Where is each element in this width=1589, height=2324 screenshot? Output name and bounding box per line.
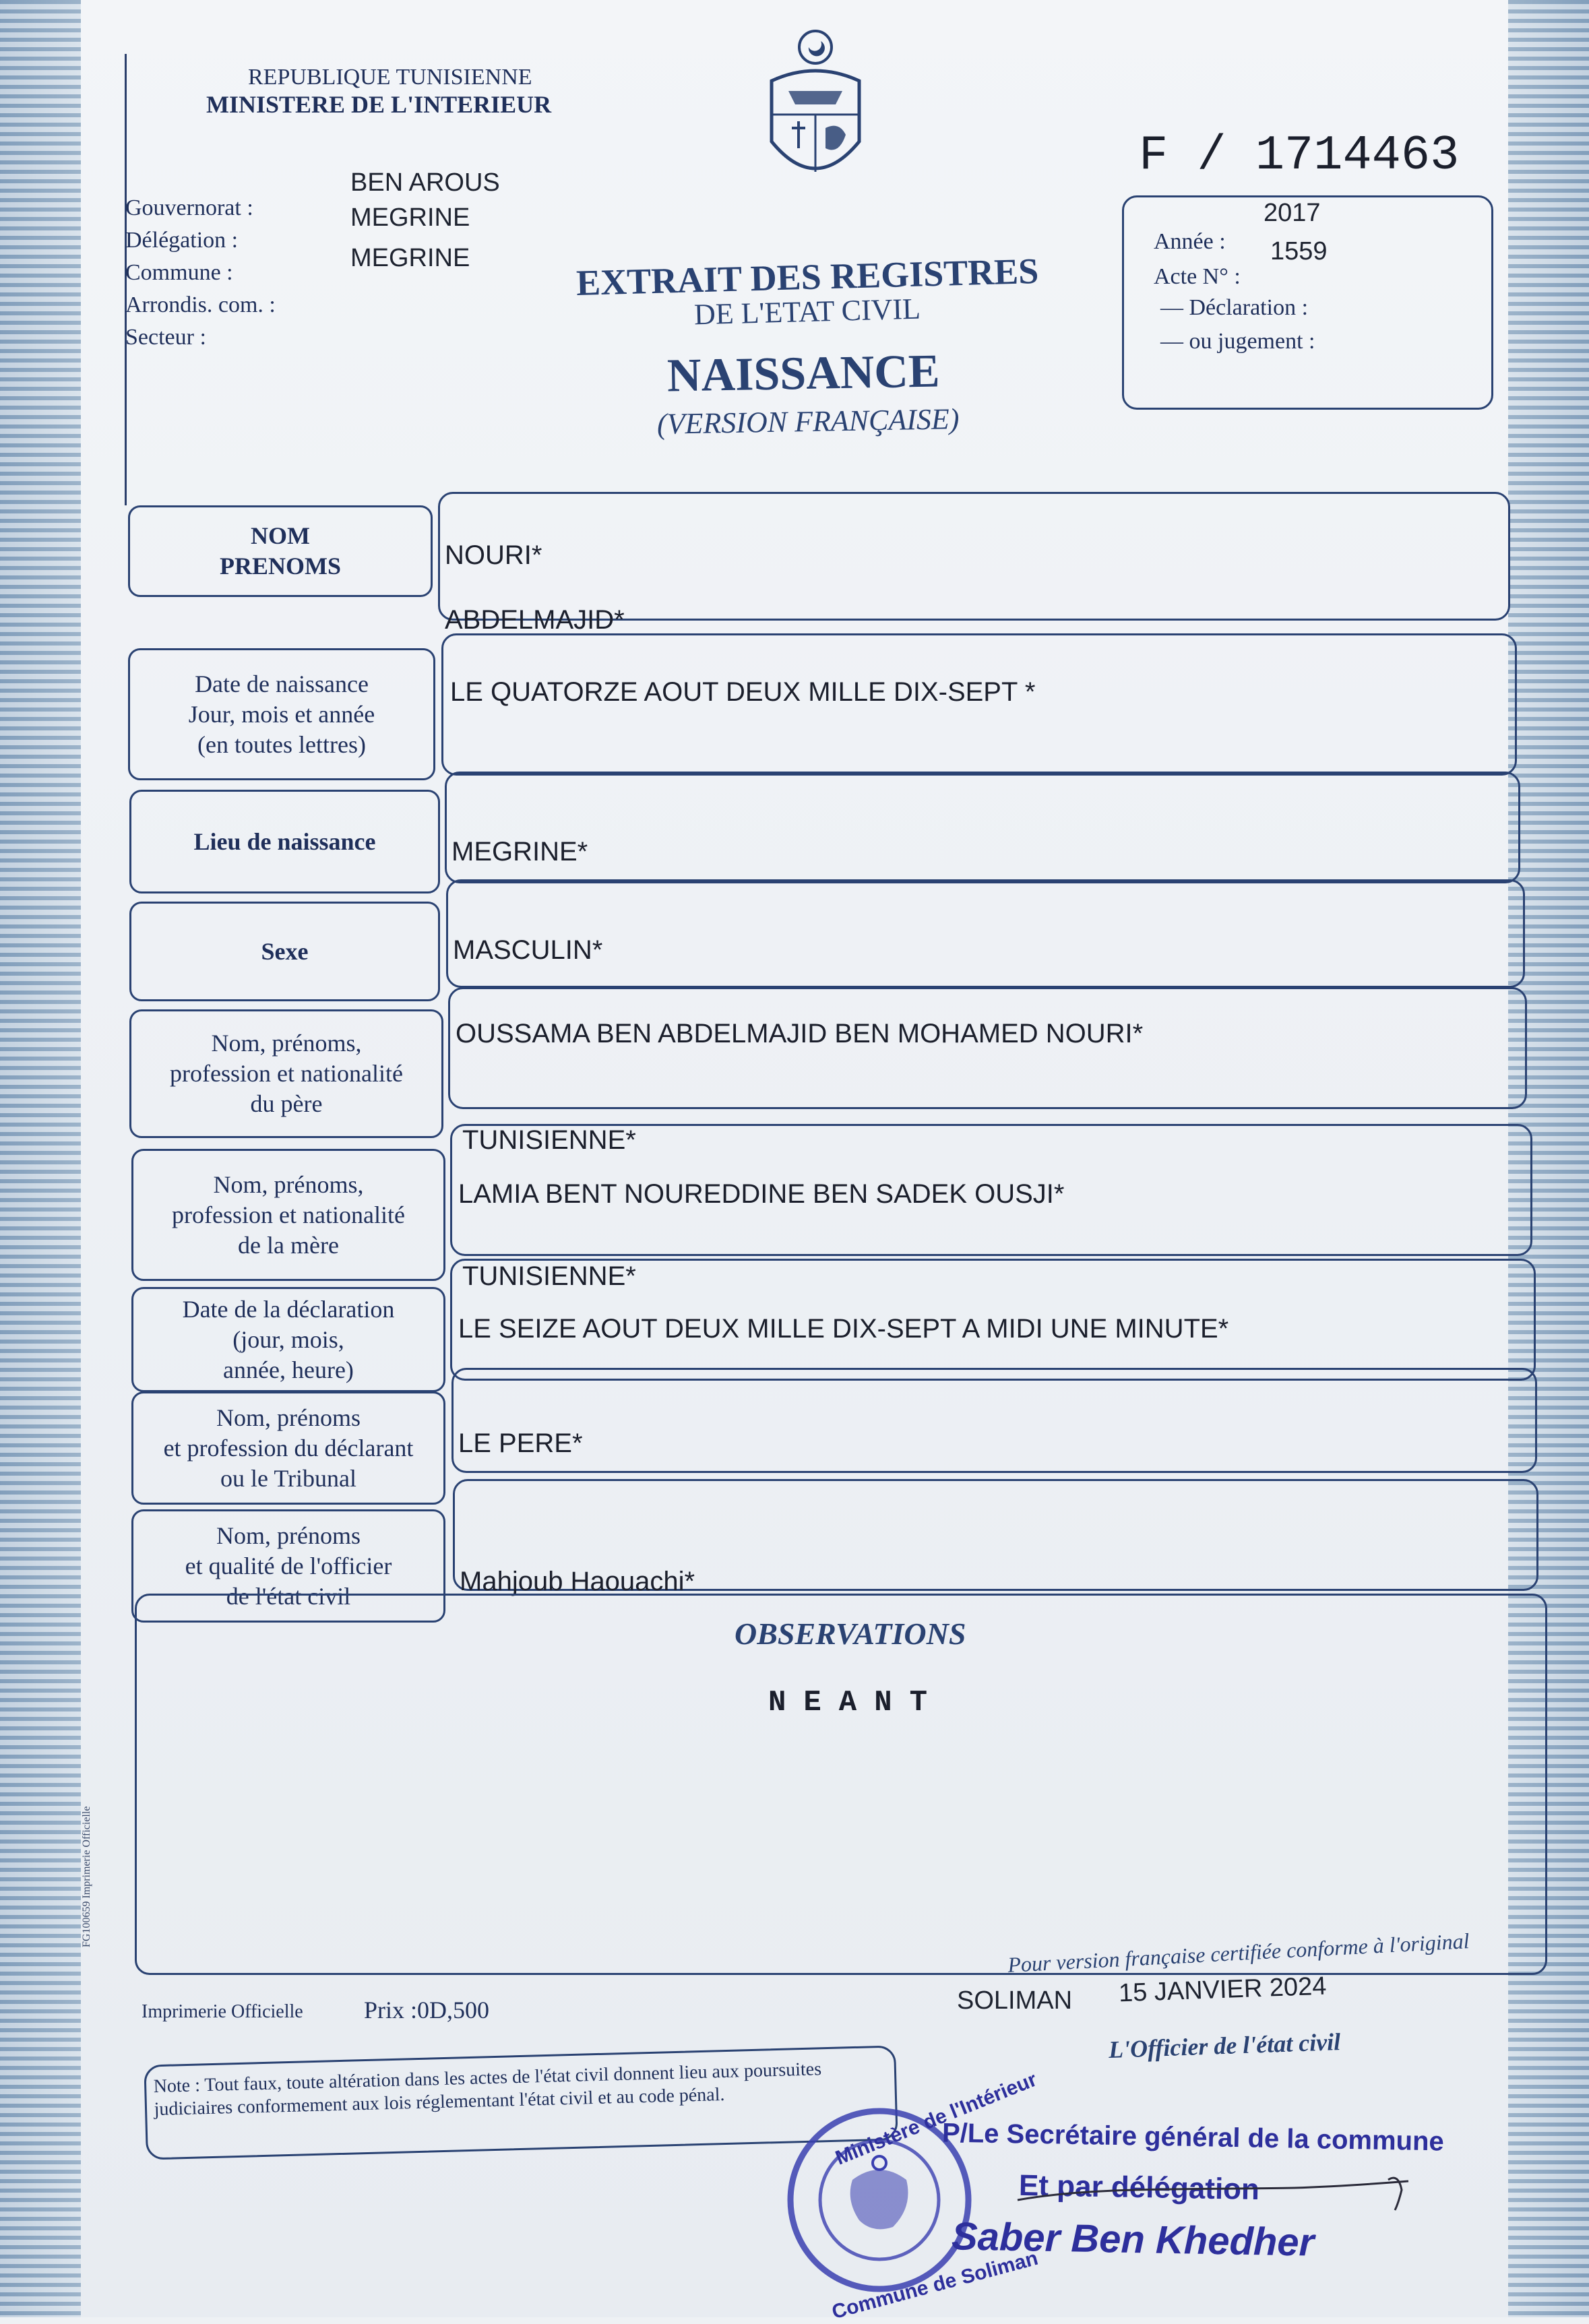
row-label-date-declaration: Date de la déclaration (jour, mois, année, heure)	[131, 1287, 445, 1392]
mere-nationalite: TUNISIENNE*	[462, 1261, 636, 1291]
seal-ring-bottom: Commune de Soliman	[829, 2247, 1040, 2324]
pere-nationalite: TUNISIENNE*	[462, 1125, 636, 1155]
printer-name: Imprimerie Officielle	[142, 2001, 303, 2022]
commune-value: MEGRINE	[350, 244, 470, 272]
row-label-nom-prenoms: NOM PRENOMS	[128, 505, 433, 597]
delegation-line: Et par délégation	[1018, 2168, 1260, 2207]
observations-value: NEANT	[768, 1686, 945, 1720]
certificate-type: NAISSANCE	[666, 345, 941, 402]
declarant-value: LE PERE*	[458, 1428, 583, 1458]
observations-title: OBSERVATIONS	[735, 1616, 966, 1651]
seal-ring-top: Ministère de l'Intérieur	[832, 2068, 1040, 2170]
lieu-naissance-value: MEGRINE*	[451, 837, 588, 867]
row-label-sexe: Sexe	[129, 902, 440, 1001]
document-title: EXTRAIT DES REGISTRES	[575, 251, 1039, 303]
issue-date: 15 JANVIER 2024	[1118, 1972, 1328, 2008]
ministry-name: MINISTERE DE L'INTERIEUR	[206, 91, 552, 118]
officer-title: L'Officier de l'état civil	[1108, 2028, 1341, 2063]
serial-number: F / 1714463	[1139, 128, 1460, 183]
sexe-value: MASCULIN*	[453, 935, 603, 965]
signatory-title: P/Le Secrétaire général de la commune	[941, 2118, 1445, 2157]
handwritten-signature	[1011, 2160, 1415, 2227]
pere-value: OUSSAMA BEN ABDELMAJID BEN MOHAMED NOURI*	[456, 1019, 1144, 1048]
certified-copy-note: Pour version française certifiée conforme à l'original	[1007, 1928, 1470, 1977]
annee-value: 2017	[1264, 199, 1321, 227]
row-label-mere: Nom, prénoms, profession et nationalité de la mère	[131, 1149, 445, 1281]
gouvernorat-label: Gouvernorat :	[125, 195, 253, 220]
prenom-value: ABDELMAJID*	[445, 605, 625, 635]
row-box-declarant	[451, 1368, 1537, 1473]
mere-value: LAMIA BENT NOUREDDINE BEN SADEK OUSJI*	[458, 1179, 1065, 1209]
form-code: FG100659 Imprimerie Officielle	[81, 1806, 92, 1947]
row-box-lieu-naissance	[445, 772, 1520, 883]
annee-label: Année :	[1154, 229, 1226, 254]
row-box-sexe	[446, 879, 1525, 988]
row-label-pere: Nom, prénoms, profession et nationalité du père	[129, 1009, 443, 1138]
date-naissance-value: LE QUATORZE AOUT DEUX MILLE DIX-SEPT *	[450, 677, 1036, 707]
row-label-lieu-naissance: Lieu de naissance	[129, 790, 440, 893]
declaration-label: — Déclaration :	[1160, 295, 1309, 320]
row-box-nom-prenoms	[438, 492, 1510, 621]
acte-number-label: Acte N° :	[1154, 264, 1241, 289]
coat-of-arms-emblem	[751, 27, 879, 189]
jugement-label: — ou jugement :	[1160, 329, 1315, 354]
delegation-value: MEGRINE	[350, 203, 470, 232]
delegation-label: Délégation :	[125, 228, 239, 253]
document-subtitle: DE L'ETAT CIVIL	[693, 292, 921, 332]
acte-number-value: 1559	[1270, 237, 1328, 265]
version-label: (VERSION FRANÇAISE)	[656, 402, 960, 441]
arrondissement-label: Arrondis. com. :	[125, 292, 276, 317]
legal-note: Note : Tout faux, toute altération dans les actes de l'état civil donnent lieu aux poursuites judiciaires conformement aux lois réglementant l'état civil et au code pénal.	[153, 2059, 822, 2121]
nom-value: NOURI*	[445, 540, 542, 570]
row-label-officier: Nom, prénoms et qualité de l'officier de l'état civil	[131, 1509, 445, 1623]
country-name: REPUBLIQUE TUNISIENNE	[248, 65, 532, 90]
issue-place: SOLIMAN	[957, 1986, 1073, 2015]
signatory-name: Saber Ben Khedher	[951, 2214, 1315, 2265]
gouvernorat-value: BEN AROUS	[350, 168, 500, 197]
row-label-date-naissance: Date de naissance Jour, mois et année (en toutes lettres)	[128, 648, 435, 780]
row-label-declarant: Nom, prénoms et profession du déclarant ou le Tribunal	[131, 1391, 445, 1505]
date-declaration-value: LE SEIZE AOUT DEUX MILLE DIX-SEPT A MIDI UNE MINUTE*	[458, 1314, 1229, 1344]
secteur-label: Secteur :	[125, 325, 206, 350]
price: Prix :0D,500	[364, 1997, 490, 2023]
officier-value: Mahjoub Haouachi*	[460, 1567, 695, 1596]
commune-label: Commune :	[125, 260, 233, 285]
decorative-border-left	[0, 0, 81, 2317]
